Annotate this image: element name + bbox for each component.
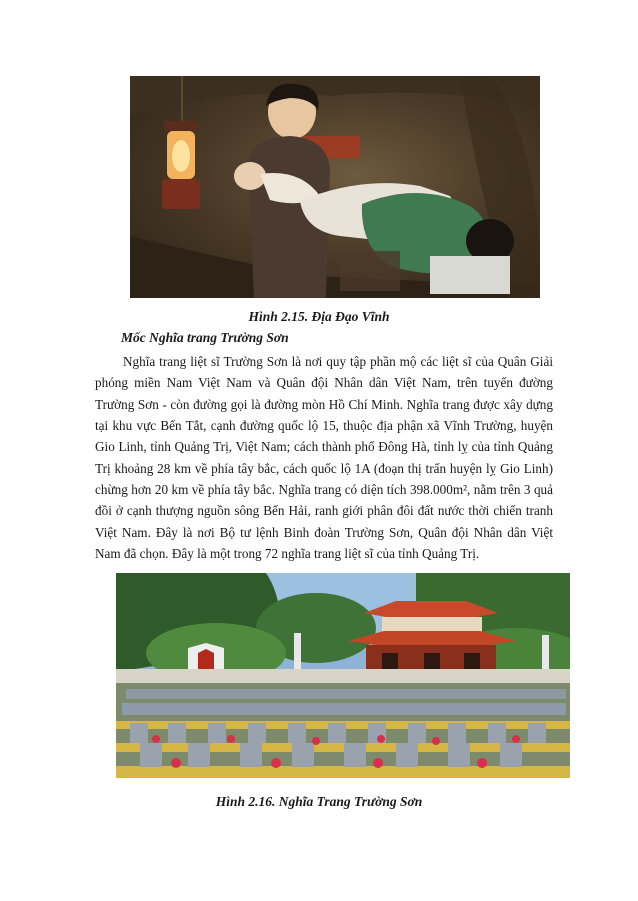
section-heading: Mốc Nghĩa trang Trường Sơn [121, 330, 289, 345]
tunnel-photo [130, 76, 540, 298]
figure-caption-2-16: Hình 2.16. Nghĩa Trang Trường Sơn [215, 794, 423, 809]
figure-caption-2-15: Hình 2.15. Địa Đạo Vĩnh [248, 309, 390, 324]
cemetery-photo [116, 573, 570, 778]
body-paragraph: Nghĩa trang liệt sĩ Trường Sơn là nơi quy tập phần mộ các liệt sĩ của Quân Giải phóng miền Nam Việt Nam và Quân đội Nhân dân Việt Nam, trên tuyến đường Trường Sơn - còn đường gọi là đường mòn Hồ Chí Minh. Nghĩa trang được xây dựng tại khu vực Bến Tắt, cạnh đường quốc lộ 15, thuộc địa phận xã Vĩnh Trường, huyện Gio Linh, tỉnh Quảng Trị, Việt Nam; cách thành phố Đông Hà, tỉnh lỵ của tỉnh Quảng Trị khoảng 28 km về phía tây bắc, cách quốc lộ 1A (đoạn thị trấn huyện lỵ Gio Linh) chừng hơn 20 km về phía tây bắc. Nghĩa trang có diện tích 398.000m², nằm trên 3 quả đồi ở cạnh thượng nguồn sông Bến Hải, ranh giới phân đôi đất nước thời chiến tranh Việt Nam. Đây là nơi Bộ tư lệnh Binh đoàn Trường Sơn, Quân đội Nhân dân Việt Nam đã chọn. Đây là một trong 72 nghĩa trang liệt sĩ của tỉnh Quảng Trị. [95, 354, 553, 562]
